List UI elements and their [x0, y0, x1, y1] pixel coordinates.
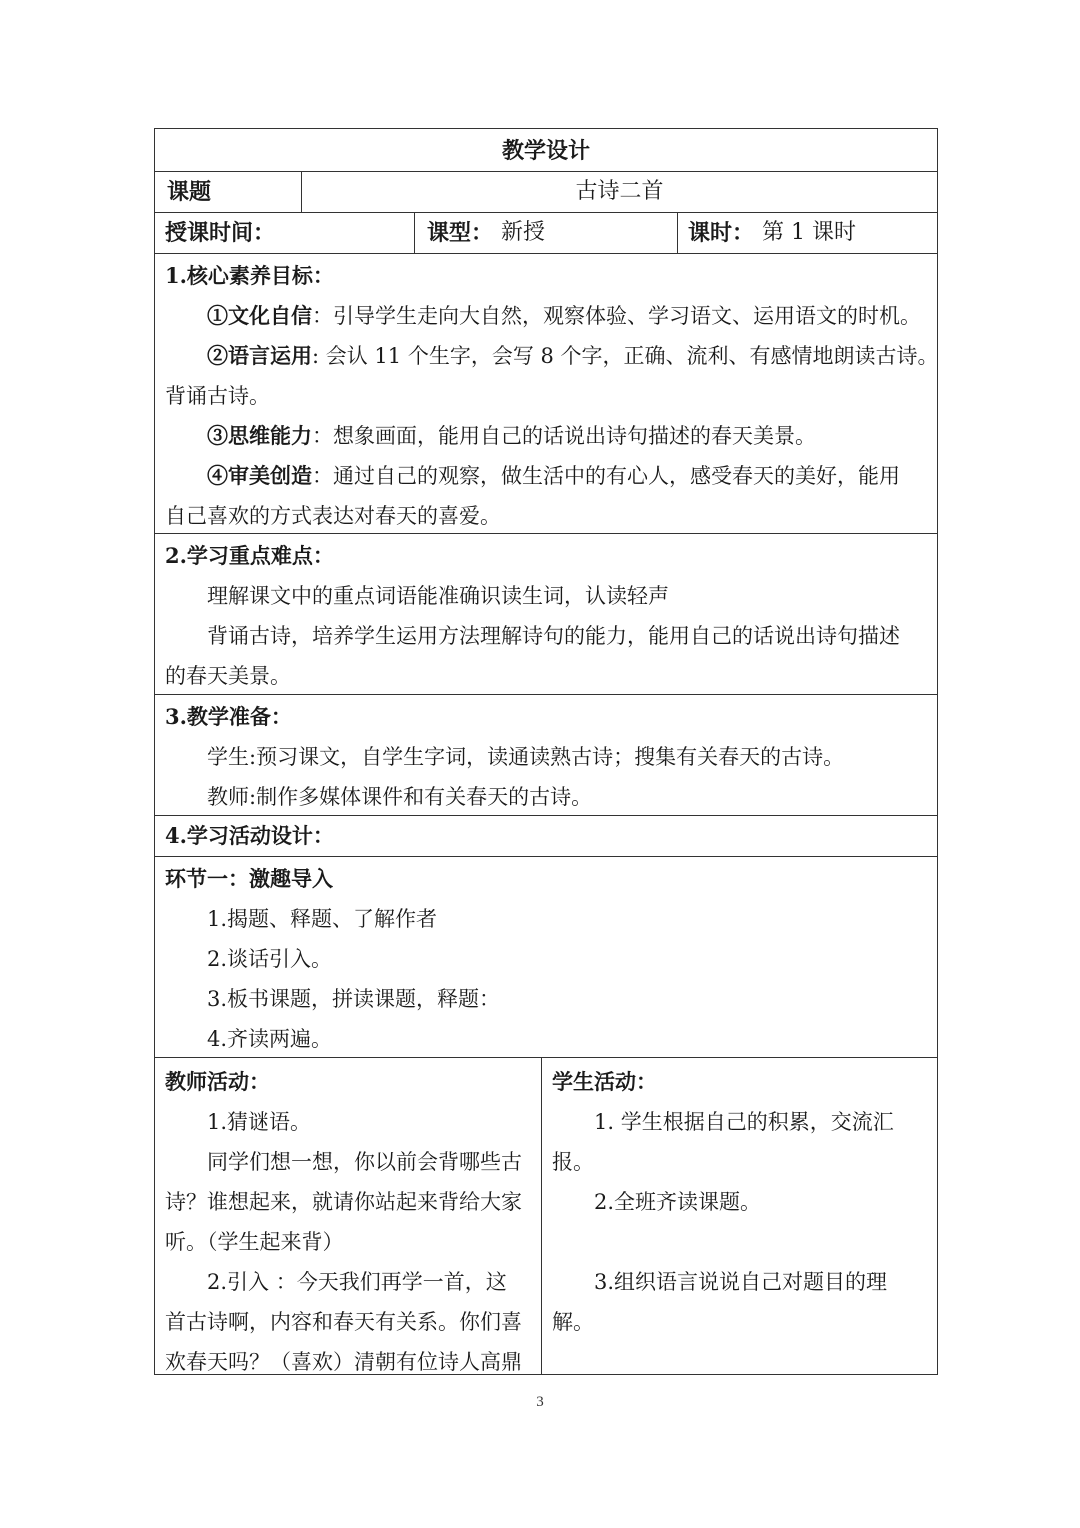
goal-thinking-text: ：想象画面，能用自己的话说出诗句描述的春天美景。: [312, 424, 816, 448]
prep-student: 学生:预习课文，自学生字词，读通读熟古诗；搜集有关春天的古诗。: [207, 745, 845, 769]
keypoints-section: [155, 533, 937, 694]
student-line: 1. 学生根据自己的积累，交流汇: [594, 1110, 894, 1134]
goals-heading: 1.核心素养目标：: [165, 263, 334, 288]
goal-aesthetic-text: ：通过自己的观察，做生活中的有心人，感受春天的美好，能用: [312, 464, 900, 488]
title-row: [155, 129, 937, 171]
student-heading: 学生活动：: [552, 1069, 657, 1094]
goal-aesthetic: [207, 456, 900, 496]
goal-language: [207, 336, 939, 376]
activities-heading-row: [155, 815, 937, 856]
goal-thinking-label: ③思维能力: [207, 423, 312, 448]
type-value: 新授: [501, 220, 546, 245]
goal-culture-text: ：引导学生走向大自然，观察体验、学习语文、运用语文的时机。: [312, 304, 921, 328]
stage1-step: 2.谈话引入。: [207, 947, 333, 971]
teacher-line: 欢春天吗？（喜欢）清朝有位诗人高鼎: [165, 1350, 522, 1374]
teacher-line: 1.猜谜语。: [207, 1110, 312, 1134]
student-line: 2.全班齐读课题。: [594, 1190, 762, 1214]
topic-value-cell: [301, 172, 937, 212]
student-activity-cell: [541, 1058, 937, 1375]
goal-thinking: [207, 416, 816, 456]
teacher-line: 首古诗啊，内容和春天有关系。你们喜: [165, 1310, 522, 1334]
teacher-line: 听。（学生起来背）: [165, 1230, 344, 1254]
activities-split-row: [155, 1057, 937, 1375]
topic-row: [155, 171, 937, 212]
table-title: 教学设计: [501, 138, 590, 164]
teacher-line: 诗？谁想起来，就请你站起来背给大家: [165, 1190, 522, 1214]
goal-language-cont: 背诵古诗。: [165, 384, 270, 408]
type-cell: [414, 213, 677, 253]
period-value: 第 1 课时: [762, 220, 856, 245]
student-line: 报。: [552, 1150, 594, 1174]
topic-label: 课题: [167, 179, 212, 205]
keypoints-heading: 2.学习重点难点：: [165, 543, 334, 568]
goal-culture: [207, 296, 921, 336]
preparation-section: [155, 694, 937, 815]
stage1-step: 1.揭题、释题、了解作者: [207, 907, 438, 931]
student-line: 解。: [552, 1310, 594, 1334]
period-cell: [677, 213, 937, 253]
keypoints-line: 背诵古诗，培养学生运用方法理解诗句的能力，能用自己的话说出诗句描述: [207, 624, 900, 648]
goal-language-text: : 会认 11 个生字，会写 8 个字，正确、流利、有感情地朗读古诗。: [312, 344, 939, 368]
student-line: 3.组织语言说说自己对题目的理: [594, 1270, 888, 1294]
meta-row: [155, 212, 937, 253]
teacher-heading: 教师活动：: [165, 1069, 270, 1094]
period-label: 课时：: [688, 220, 755, 246]
page-number: 3: [536, 1394, 544, 1410]
type-label: 课型：: [427, 220, 494, 246]
stage1-step: 4.齐读两遍。: [207, 1027, 333, 1051]
stage1-section: [155, 856, 937, 1057]
prep-teacher: 教师:制作多媒体课件和有关春天的古诗。: [207, 785, 593, 809]
topic-value: 古诗二首: [575, 179, 664, 204]
goal-language-label: ②语言运用: [207, 343, 312, 368]
teacher-activity-cell: [155, 1058, 541, 1375]
teacher-line: 同学们想一想，你以前会背哪些古: [207, 1150, 522, 1174]
activities-heading: 4.学习活动设计：: [165, 823, 334, 848]
keypoints-line: 理解课文中的重点词语能准确识读生词，认读轻声: [207, 584, 669, 608]
teacher-line: 2.引入 ：今天我们再学一首，这: [207, 1270, 507, 1294]
prep-heading: 3.教学准备：: [165, 704, 292, 729]
stage1-heading: 环节一：激趣导入: [165, 866, 333, 891]
lesson-plan-table: [154, 128, 938, 1375]
time-label: 授课时间：: [165, 220, 276, 246]
goals-section: [155, 253, 937, 533]
keypoints-line: 的春天美景。: [165, 664, 291, 688]
stage1-step: 3.板书课题，拼读课题，释题：: [207, 987, 501, 1011]
goal-aesthetic-cont: 自己喜欢的方式表达对春天的喜爱。: [165, 504, 501, 528]
goal-aesthetic-label: ④审美创造: [207, 463, 312, 488]
goal-culture-label: ①文化自信: [207, 303, 312, 328]
